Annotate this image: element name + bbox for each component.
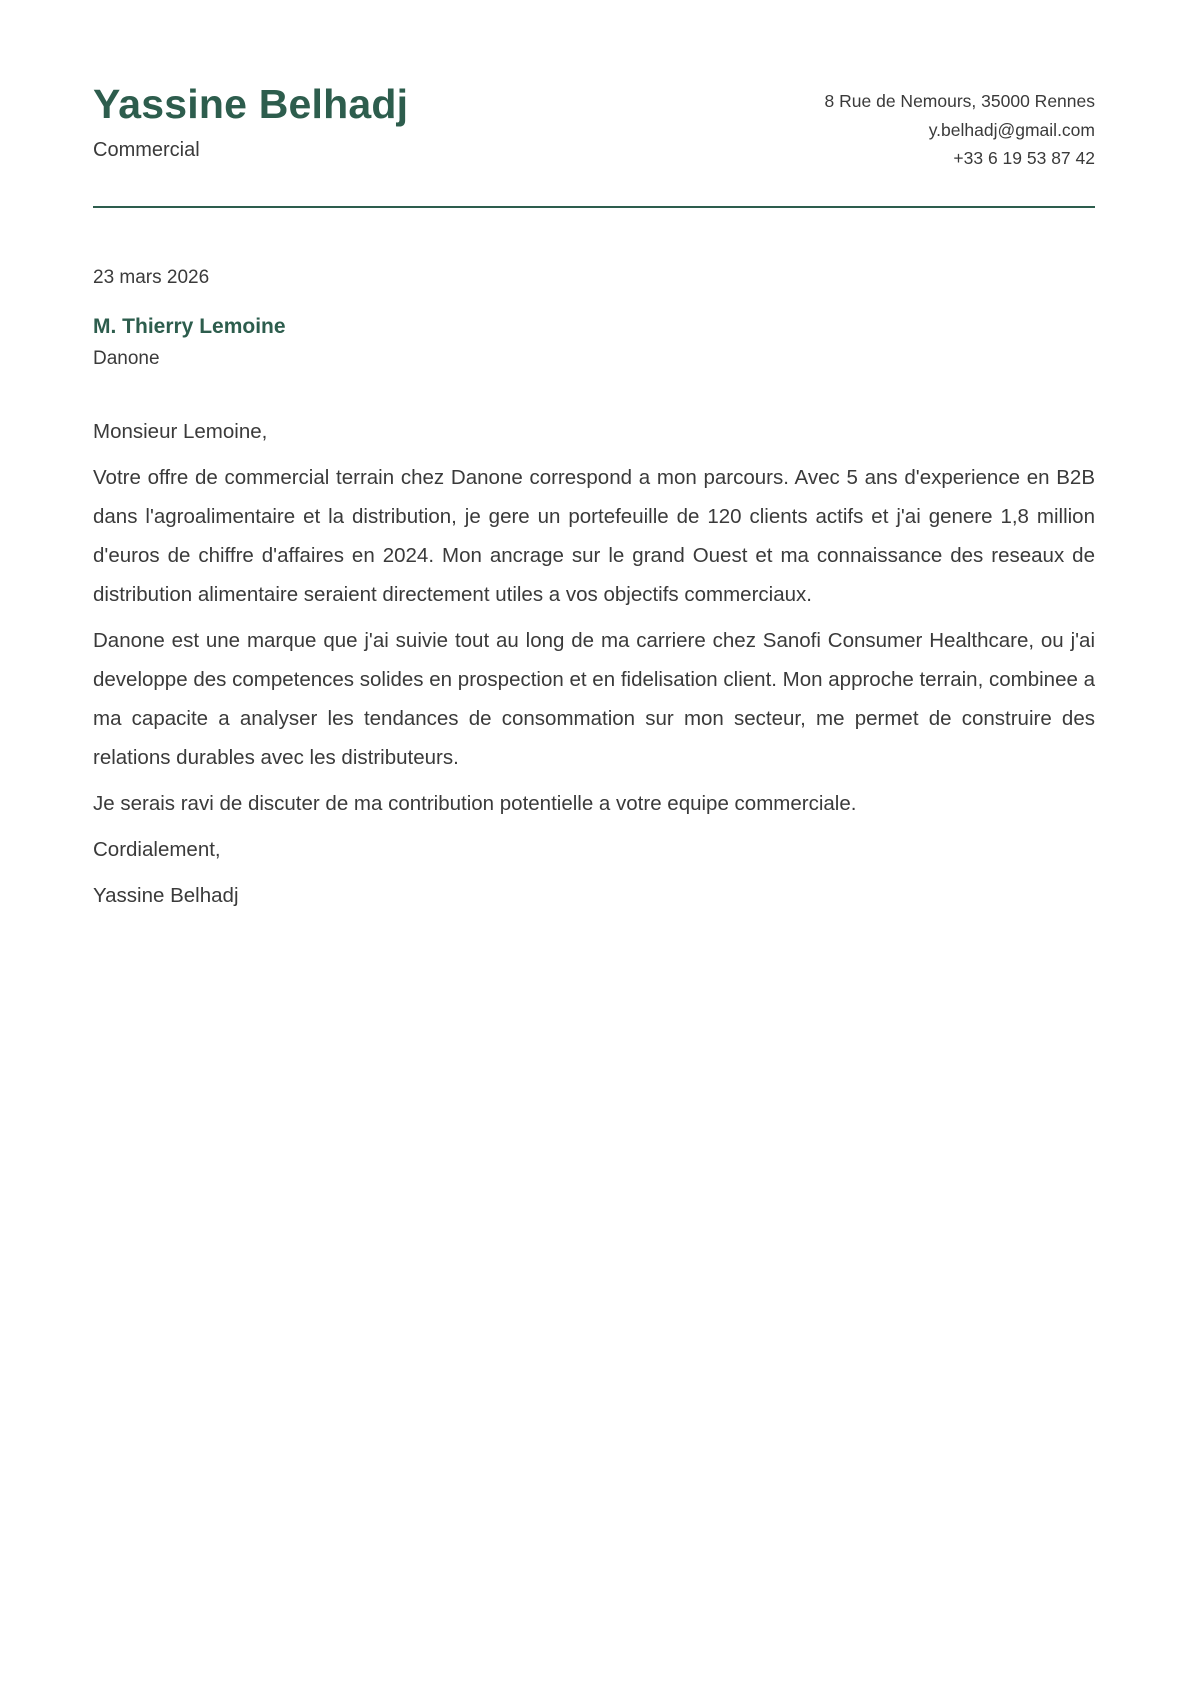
- letter-body: [93, 412, 1095, 915]
- job-title: Commercial: [93, 139, 200, 161]
- recipient-name: M. Thierry Lemoine: [93, 314, 286, 338]
- contact-address: 8 Rue de Nemours, 35000 Rennes: [824, 91, 1095, 111]
- letter-header: [93, 82, 1095, 173]
- body-paragraph: Danone est une marque que j'ai suivie tout au long de ma carriere chez Sanofi Consumer Healthcare, ou j'ai developpe des competences solides en prospection et en fidelisation client. Mon approche terrain, combinee a ma capacite a analyser les tendances de consommation sur mon secteur, me permet de construire des relations durables avec les distributeurs.: [93, 628, 1095, 769]
- contact-phone: +33 6 19 53 87 42: [953, 148, 1095, 168]
- contact-block: [825, 82, 1095, 173]
- letter-date: 23 mars 2026: [93, 266, 210, 288]
- body-paragraph: Votre offre de commercial terrain chez Danone correspond a mon parcours. Avec 5 ans d'experience en B2B dans l'agroalimentaire et la distribution, je gere un portefeuille de 120 clients actifs et j'ai genere 1,8 million d'euros de chiffre d'affaires en 2024. Mon ancrage sur le grand Ouest et ma connaissance des reseaux de distribution alimentaire seraient directement utiles a vos objectifs commerciaux.: [93, 465, 1095, 606]
- body-paragraph: Je serais ravi de discuter de ma contribution potentielle a votre equipe commerciale.: [93, 791, 857, 815]
- signature: Yassine Belhadj: [93, 883, 239, 907]
- closing: Cordialement,: [93, 837, 221, 861]
- person-name: Yassine Belhadj: [93, 81, 409, 127]
- header-divider: [93, 206, 1095, 208]
- recipient-company: Danone: [93, 347, 160, 369]
- salutation: Monsieur Lemoine,: [93, 419, 268, 443]
- contact-email: y.belhadj@gmail.com: [928, 119, 1095, 140]
- header-identity: [93, 82, 825, 162]
